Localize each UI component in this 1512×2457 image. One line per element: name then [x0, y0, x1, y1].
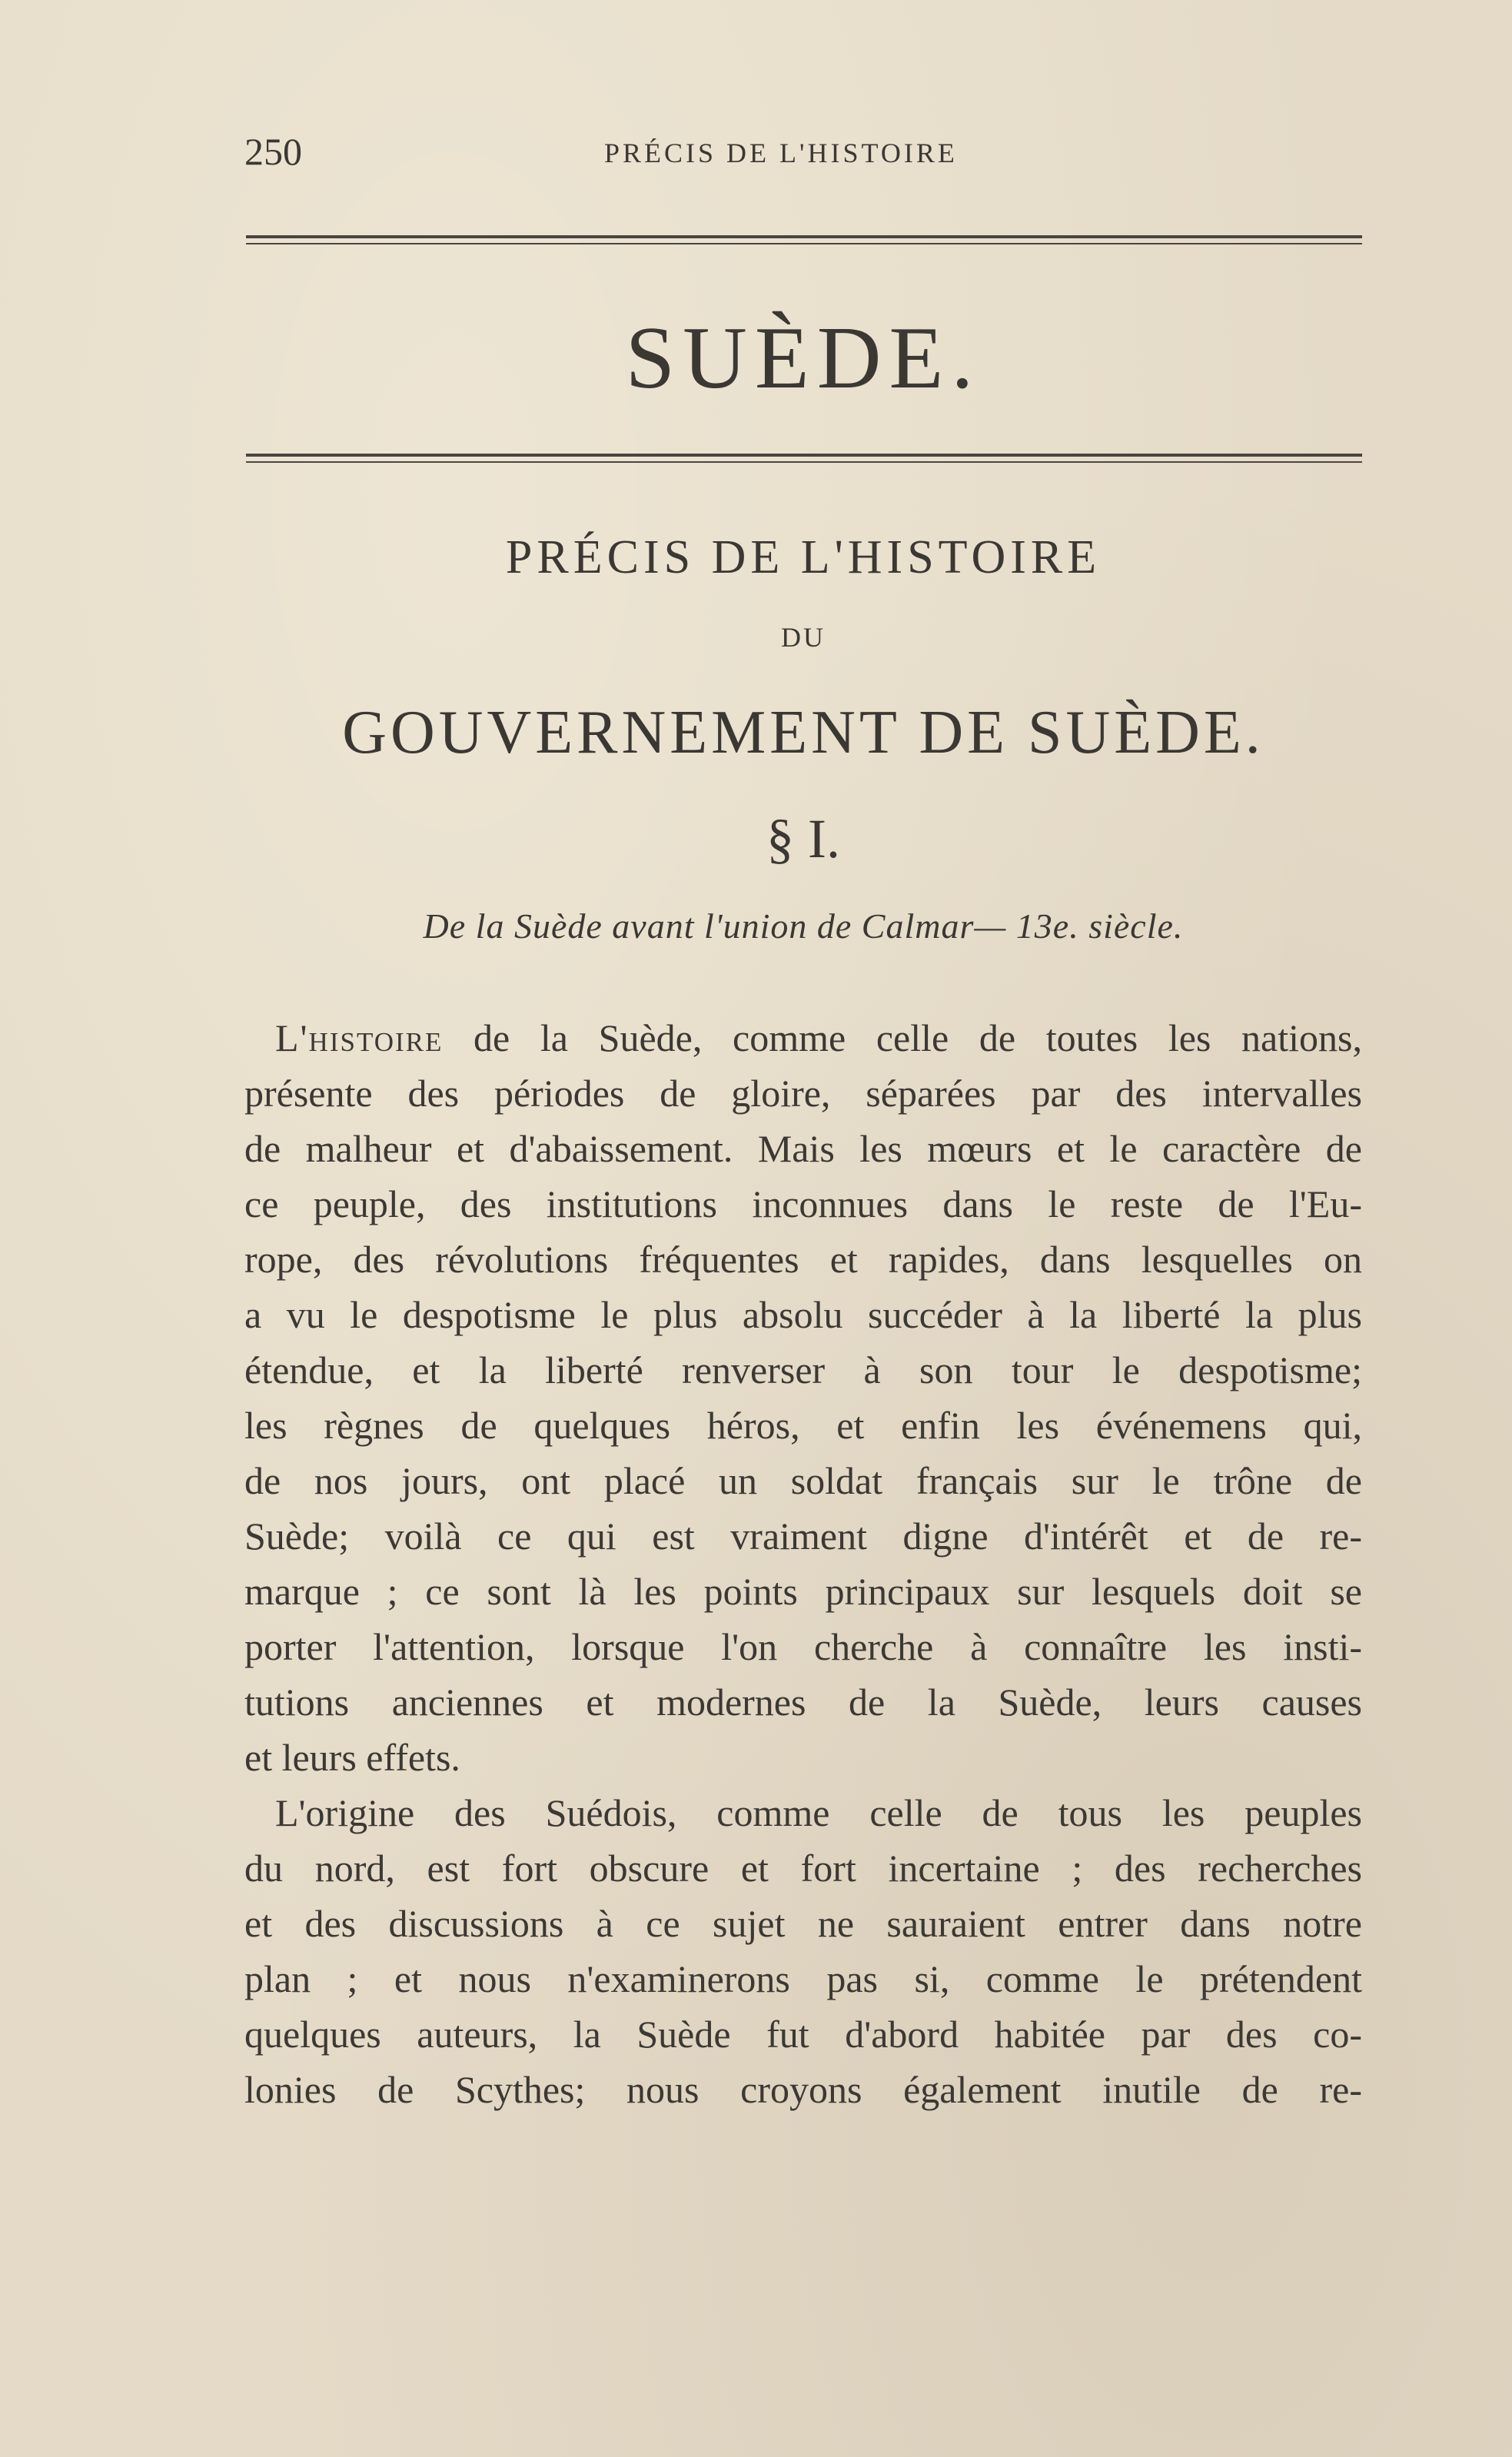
section-subtitle: De la Suède avant l'union de Calmar— 13e. siècle.	[423, 906, 1184, 946]
paragraph-1-line: et leurs effets.	[244, 1736, 460, 1779]
paragraph-1-line: porter l'attention, lorsque l'on cherche à connaître les insti-	[244, 1625, 1362, 1668]
paragraph-2-line: quelques auteurs, la Suède fut d'abord habitée par des co-	[244, 2013, 1362, 2056]
paragraph-1-line: Suède; voilà ce qui est vraiment digne d'intérêt et de re-	[244, 1514, 1362, 1558]
country-heading: SUÈDE.	[625, 309, 982, 407]
paragraph-1-line: tutions anciennes et modernes de la Suède, leurs causes	[244, 1681, 1362, 1724]
body-text	[244, 1010, 1362, 2117]
paragraph-2-line: L'origine des Suédois, comme celle de tous les peuples	[275, 1791, 1362, 1834]
paragraph-1-line: marque ; ce sont là les points principaux sur lesquels doit se	[244, 1570, 1362, 1613]
paragraph-2-line: et des discussions à ce sujet ne sauraient entrer dans notre	[244, 1902, 1362, 1945]
paragraph-1-line: présente des périodes de gloire, séparées par des intervalles	[244, 1072, 1362, 1115]
chapter-title-du: DU	[781, 622, 826, 653]
heading-double-rule	[246, 454, 1362, 463]
paragraph-1-line: rope, des révolutions fréquentes et rapides, dans lesquelles on	[244, 1238, 1362, 1281]
running-title: PRÉCIS DE L'HISTOIRE	[604, 138, 958, 168]
paragraph-1-first-line: de la Suède, comme celle de toutes les nations,	[443, 1016, 1362, 1059]
paragraph-1-line: étendue, et la liberté renverser à son tour le despotisme;	[244, 1348, 1362, 1391]
paragraph-1-line: de malheur et d'abaissement. Mais les mœurs et le caractère de	[244, 1127, 1362, 1170]
chapter-title-precis: PRÉCIS DE L'HISTOIRE	[505, 531, 1102, 583]
paragraph-1-line	[244, 1010, 1362, 1066]
chapter-title-gouvernement: GOUVERNEMENT DE SUÈDE.	[342, 699, 1264, 766]
paragraph-1-lead: L'histoire	[275, 1016, 444, 1059]
paragraph-2-line: plan ; et nous n'examinerons pas si, comme le prétendent	[244, 1957, 1362, 2000]
running-head	[244, 129, 1362, 175]
paragraph-1-line: a vu le despotisme le plus absolu succéder à la liberté la plus	[244, 1293, 1362, 1336]
paragraph-1-line: ce peuple, des institutions inconnues dans le reste de l'Eu-	[244, 1182, 1362, 1225]
paragraph-1-line: les règnes de quelques héros, et enfin les événemens qui,	[244, 1404, 1362, 1447]
section-number: § I.	[766, 808, 840, 869]
paragraph-2-line: lonies de Scythes; nous croyons également inutile de re-	[244, 2068, 1362, 2111]
top-double-rule	[246, 235, 1362, 244]
paragraph-1-line: de nos jours, ont placé un soldat français sur le trône de	[244, 1459, 1362, 1502]
paragraph-2-line: du nord, est fort obscure et fort incertaine ; des recherches	[244, 1847, 1362, 1890]
page-number: 250	[244, 130, 302, 173]
